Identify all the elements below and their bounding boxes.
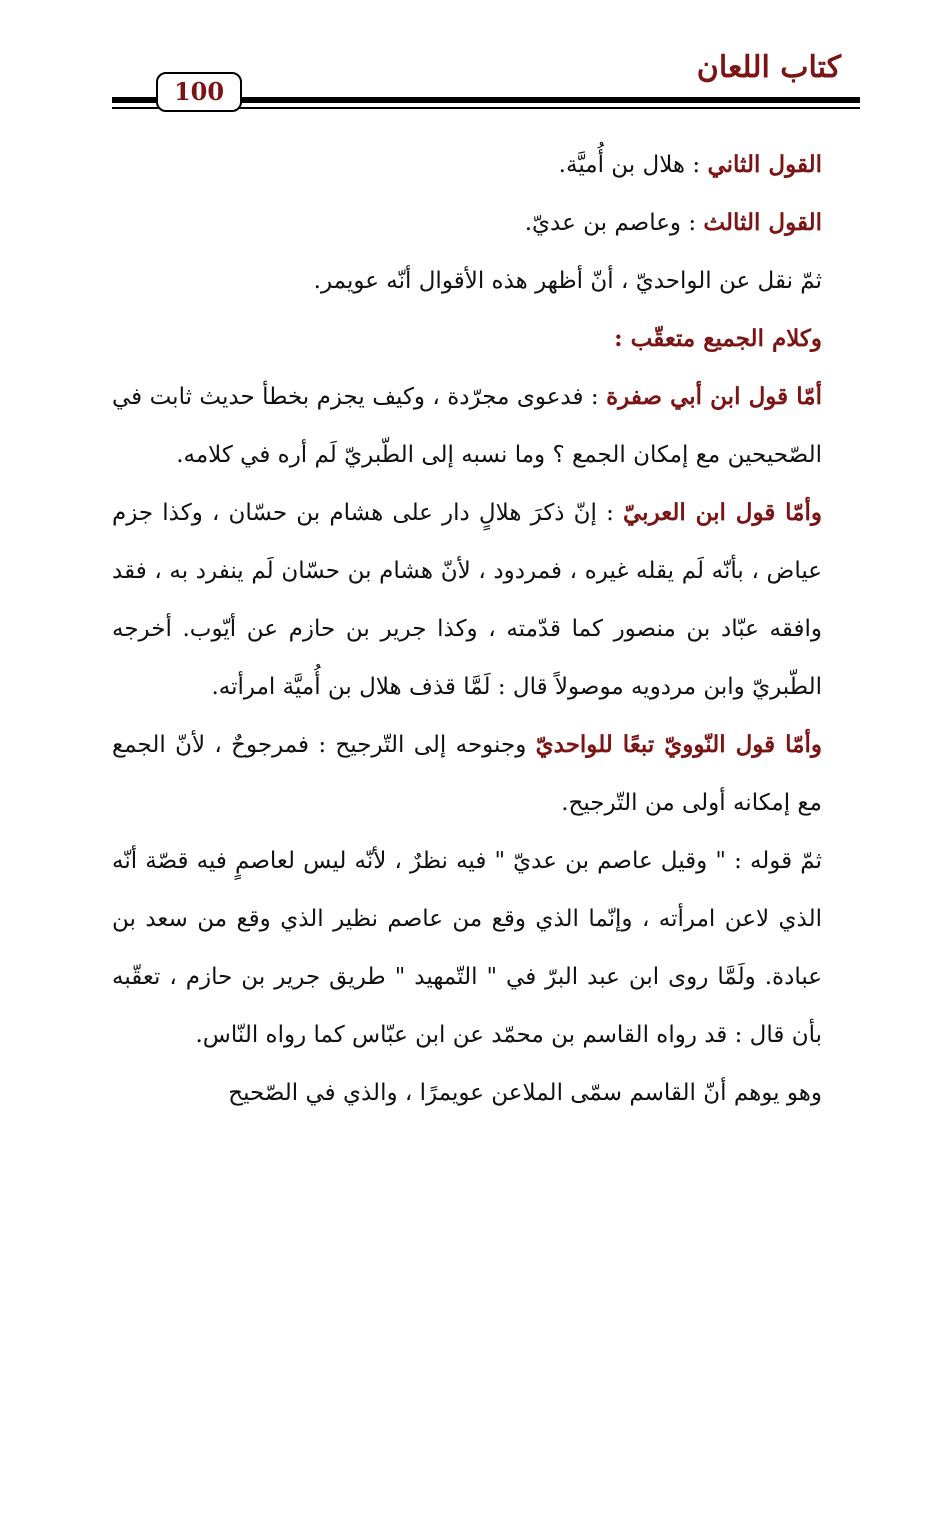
paragraph-text: : إنّ ذكرَ هلالٍ دار على هشام بن حسّان ، وكذا جزم عياض ، بأنّه لَم يقله غيره ، فمردود ، لأنّ هشام بن حسّان لَم ينفرد به ، فقد وافقه عبّاد بن منصور كما قدّمته ، وكذا جرير بن حازم عن أيّوب. أخرجه الطّبريّ وابن مردويه موصولاً قال : لَمَّا قذف هلال بن أُميَّة امرأته. [112,500,822,700]
paragraph-label: أمّا قول ابن أبي صفرة [606,383,822,410]
page-number: 100 [156,72,242,112]
paragraph-label: القول الثاني [707,151,822,178]
paragraph-ibn-al-arabi [112,484,860,716]
paragraph-asim-remark [112,832,860,1064]
paragraph-text: : وعاصم بن عديّ. [524,210,704,236]
paragraph-label: وأمّا قول النّوويّ تبعًا للواحديّ [535,731,822,758]
paragraph-nawawi [112,716,860,832]
paragraph-text: وهو يوهم أنّ القاسم سمّى الملاعن عويمرًا ، والذي في الصّحيح [228,1080,822,1106]
paragraph-text: : فدعوى مجرّدة ، وكيف يجزم بخطأ حديث ثابت في الصّحيحين مع إمكان الجمع ؟ وما نسبه إلى الطّبريّ لَم أره في كلامه. [112,384,822,468]
paragraph-text: وجنوحه إلى التّرجيح : فمرجوحٌ ، لأنّ الجمع مع إمكانه أولى من التّرجيح. [112,732,822,816]
paragraph-text: ثمّ نقل عن الواحديّ ، أنّ أظهر هذه الأقوال أنّه عويمر. [313,268,822,294]
paragraph-text: ثمّ قوله : " وقيل عاصم بن عديّ " فيه نظرٌ ، لأنّه ليس لعاصمٍ فيه قصّة أنّه الذي لاعن امرأته ، وإنّما الذي وقع من عاصم نظير الذي وقع من سعد بن عبادة. ولَمَّا روى ابن عبد البرّ في " التّمهيد " طريق جرير بن حازم ، تعقّبه بأن قال : قد رواه القاسم بن محمّد عن ابن عبّاس كما رواه النّاس. [112,848,822,1048]
paragraph-label: وكلام الجميع متعقّب : [614,325,822,352]
page-header [0,0,945,120]
paragraph-third-opinion [112,194,860,252]
paragraph-ibn-abi-sufra [112,368,860,484]
paragraph-text: : هلال بن أُميَّة. [558,152,708,178]
page-body [112,136,860,1122]
paragraph-second-opinion [112,136,860,194]
paragraph-label: وأمّا قول ابن العربيّ [623,499,822,526]
paragraph-qasim-remark [112,1064,860,1122]
paragraph-heading-critique [112,310,860,368]
paragraph-wahidi-quote [112,252,860,310]
paragraph-label: القول الثالث [703,209,822,236]
chapter-title: كتاب اللعان [696,50,841,85]
